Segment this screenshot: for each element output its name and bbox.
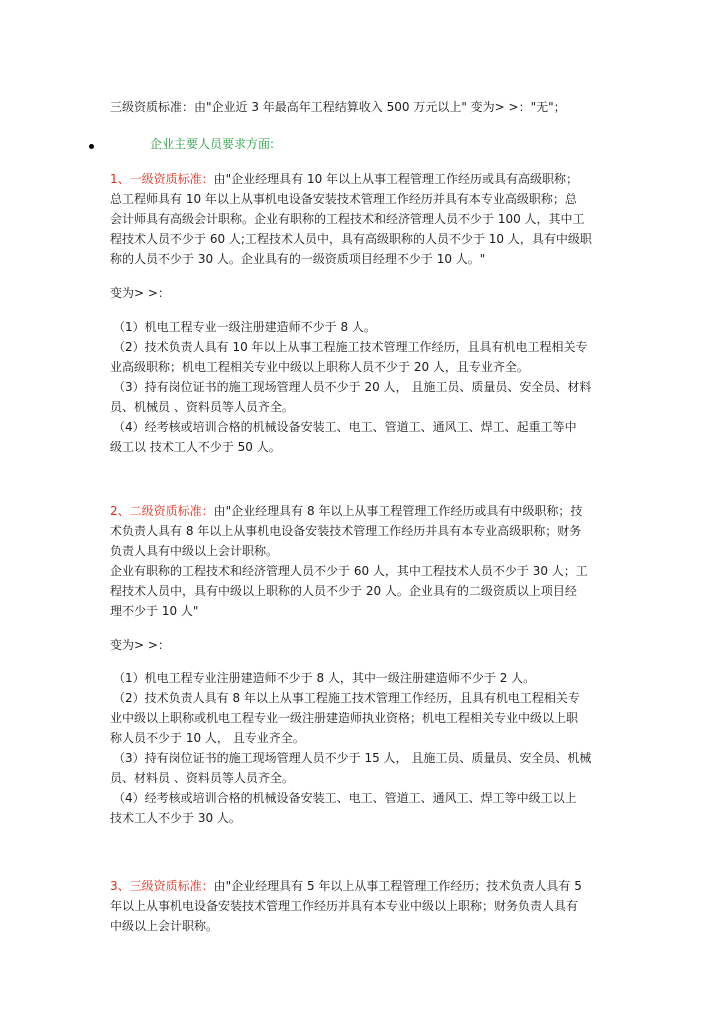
list-item: 员、机械员 、资料员等人员齐全。 xyxy=(110,400,294,414)
level1-change-label: 变为> >： xyxy=(110,286,170,300)
list-item: 技术工人不少于 30 人。 xyxy=(110,811,241,825)
paragraph-line: 企业有职称的工程技术和经济管理人员不少于 60 人，其中工程技术人员不少于 30 人；工 xyxy=(110,564,588,578)
paragraph-line: 称的人员不少于 30 人。企业具有的一级资质项目经理不少于 10 人。" xyxy=(110,252,486,266)
paragraph-line: 由"企业经理具有 8 年以上从事工程管理工作经历或具有中级职称；技 xyxy=(213,504,583,518)
paragraph-line: 三级资质标准：由"企业近 3 年最高年工程结算收入 500 万元以上" 变为> >："无"； xyxy=(110,100,566,114)
list-item: 员、材料员 、资料员等人员齐全。 xyxy=(110,771,294,785)
list-item: （1）机电工程专业注册建造师不少于 8 人，其中一级注册建造师不少于 2 人。 xyxy=(113,671,536,685)
level3-capital-change xyxy=(110,97,620,117)
level1-standard xyxy=(110,169,620,269)
section-header: 企业主要人员要求方面: xyxy=(150,137,275,151)
list-item: 称人员不少于 10 人， 且专业齐全。 xyxy=(110,731,305,745)
list-item: （4）经考核或培训合格的机械设备安装工、电工、管道工、通风工、焊工等中级工以上 xyxy=(113,791,577,805)
paragraph-line: 由"企业经理具有 5 年以上从事工程管理工作经历；技术负责人具有 5 xyxy=(213,879,582,893)
paragraph-line: 由"企业经理具有 10 年以上从事工程管理工作经历或具有高级职称； xyxy=(213,172,579,186)
paragraph-line: 中级以上会计职称。 xyxy=(110,919,219,933)
list-item: 业中级以上职称或机电工程专业一级注册建造师执业资格；机电工程相关专业中级以上职 xyxy=(110,711,579,725)
list-item: （2）技术负责人具有 10 年以上从事工程施工技术管理工作经历，且具有机电工程相关专 xyxy=(113,340,588,354)
list-item: （2）技术负责人具有 8 年以上从事工程施工技术管理工作经历，且具有机电工程相关专 xyxy=(113,691,580,705)
paragraph-line: 程技术人员中，具有中级以上职称的人员不少于 20 人。企业具有的二级资质以上项目经 xyxy=(110,584,577,598)
paragraph-line: 理不少于 10 人" xyxy=(110,604,199,618)
paragraph-line: 总工程师具有 10 年以上从事机电设备安装技术管理工作经历并具有本专业高级职称；总 xyxy=(110,192,577,206)
list-item: （1）机电工程专业一级注册建造师不少于 8 人。 xyxy=(113,320,376,334)
paragraph-line: 负责人具有中级以上会计职称。 xyxy=(110,544,279,558)
level2-change-label: 变为> >： xyxy=(110,638,170,652)
list-item: 级工以 技术工人不少于 50 人。 xyxy=(110,440,281,454)
list-item: （4）经考核或培训合格的机械设备安装工、电工、管道工、通风工、焊工、起重工等中 xyxy=(113,420,577,434)
level3-title: 3、三级资质标准： xyxy=(110,879,214,893)
level2-standard xyxy=(110,501,620,621)
level2-items xyxy=(110,668,623,828)
bullet-icon xyxy=(89,144,94,149)
list-item: 业高级职称；机电工程相关专业中级以上职称人员不少于 20 人，且专业齐全。 xyxy=(110,360,529,374)
list-item: （3）持有岗位证书的施工现场管理人员不少于 15 人， 且施工员、质量员、安全员、机械 xyxy=(113,751,592,765)
paragraph-line: 会计师具有高级会计职称。企业有职称的工程技术和经济管理人员不少于 100 人，其中工 xyxy=(110,212,585,226)
paragraph-line: 年以上从事机电设备安装技术管理工作经历并具有本专业中级以上职称；财务负责人具有 xyxy=(110,899,579,913)
level3-standard xyxy=(110,876,620,936)
paragraph-line: 程技术人员不少于 60 人;工程技术人员中，具有高级职称的人员不少于 10 人，具有中级职 xyxy=(110,232,592,246)
level1-items xyxy=(110,317,623,457)
paragraph-line: 术负责人具有 8 年以上从事机电设备安装技术管理工作经历并具有本专业高级职称；财务 xyxy=(110,524,582,538)
level1-title: 1、一级资质标准： xyxy=(110,172,214,186)
level2-title: 2、二级资质标准： xyxy=(110,504,214,518)
list-item: （3）持有岗位证书的施工现场管理人员不少于 20 人， 且施工员、质量员、安全员、材料 xyxy=(113,380,592,394)
